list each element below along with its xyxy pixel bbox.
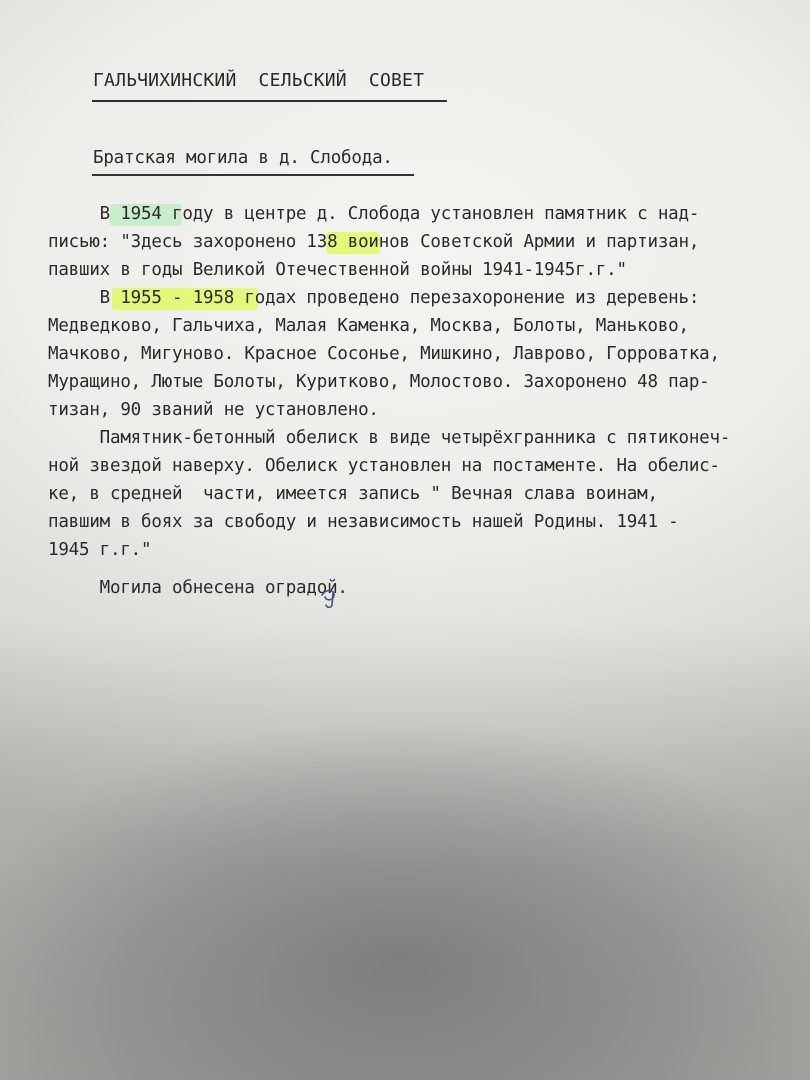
handwritten-correction-mark xyxy=(318,581,340,609)
section-title: Братская могила в д. Слобода. xyxy=(93,148,393,168)
text-line: ке, в средней части, имеется запись " Вечная слава воинам, xyxy=(48,484,658,504)
text-line: павших в годы Великой Отечественной войны 1941-1945г.г." xyxy=(48,260,627,280)
text-line: ной звездой наверху. Обелиск установлен на постаменте. На обелис- xyxy=(48,456,720,476)
text-line: Могила обнесена оградой. xyxy=(48,578,348,598)
text-line: павшим в боях за свободу и независимость нашей Родины. 1941 - xyxy=(48,512,679,532)
text-line: Медведково, Гальчиха, Малая Каменка, Москва, Болоты, Маньково, xyxy=(48,316,689,336)
text-line: Мачково, Мигуново. Красное Сосонье, Мишкино, Лаврово, Горроватка, xyxy=(48,344,720,364)
text-line: В 1954 году в центре д. Слобода установлен памятник с над- xyxy=(48,204,700,224)
lower-page-shade xyxy=(0,620,810,1080)
text-line: тизан, 90 званий не установлено. xyxy=(48,400,379,420)
text-line: писью: "Здесь захоронено 138 воинов Советской Армии и партизан, xyxy=(48,232,700,252)
text-line: Памятник-бетонный обелиск в виде четырёхгранника с пятиконеч- xyxy=(48,428,731,448)
text-line: 1945 г.г." xyxy=(48,540,152,560)
text-line: Муращино, Лютые Болоты, Куритково, Молостово. Захоронено 48 пар- xyxy=(48,372,710,392)
text-line: В 1955 - 1958 годах проведено перезахоронение из деревень: xyxy=(48,288,700,308)
title-underline xyxy=(92,100,447,102)
photo-shadow xyxy=(0,640,810,1080)
council-title: ГАЛЬЧИХИНСКИЙ СЕЛЬСКИЙ СОВЕТ xyxy=(93,70,425,91)
section-title-underline xyxy=(92,174,414,176)
